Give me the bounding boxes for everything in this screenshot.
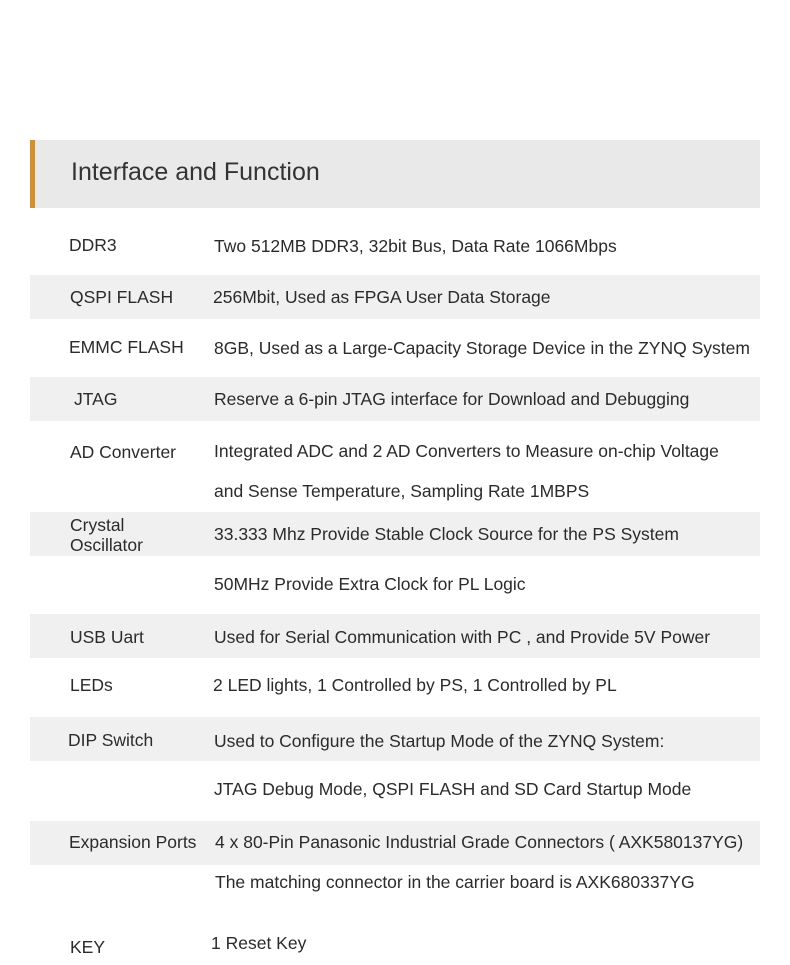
desc-key: 1 Reset Key	[211, 933, 307, 953]
label-key: KEY	[70, 937, 106, 957]
label-dip-switch: DIP Switch	[68, 730, 154, 750]
desc-expansion-line2: The matching connector in the carrier board is AXK680337YG	[215, 872, 695, 892]
desc-qspi-flash: 256Mbit, Used as FPGA User Data Storage	[213, 287, 551, 307]
label-crystal-line1: Crystal	[70, 515, 125, 535]
desc-ddr3: Two 512MB DDR3, 32bit Bus, Data Rate 1066Mbps	[214, 236, 617, 256]
desc-usb-uart: Used for Serial Communication with PC , and Provide 5V Power	[214, 627, 711, 647]
desc-leds: 2 LED lights, 1 Controlled by PS, 1 Controlled by PL	[213, 675, 617, 695]
desc-crystal-line2: 50MHz Provide Extra Clock for PL Logic	[214, 574, 526, 594]
label-qspi-flash: QSPI FLASH	[70, 287, 174, 307]
section-header	[30, 140, 760, 208]
desc-jtag: Reserve a 6-pin JTAG interface for Download and Debugging	[214, 389, 690, 409]
label-emmc-flash: EMMC FLASH	[69, 337, 184, 357]
label-crystal-line2: Oscillator	[70, 535, 143, 555]
label-crystal-oscillator	[70, 515, 143, 555]
desc-expansion-line1: 4 x 80-Pin Panasonic Industrial Grade Connectors ( AXK580137YG)	[215, 832, 744, 852]
section-title: Interface and Function	[71, 158, 320, 186]
desc-dip-switch-line1: Used to Configure the Startup Mode of the ZYNQ System:	[214, 731, 665, 751]
header-accent-bar	[30, 140, 35, 208]
label-ad-converter: AD Converter	[70, 442, 177, 462]
desc-emmc-flash: 8GB, Used as a Large-Capacity Storage Device in the ZYNQ System	[214, 338, 750, 358]
desc-ad-converter-line2: and Sense Temperature, Sampling Rate 1MBPS	[214, 481, 590, 501]
label-ddr3: DDR3	[69, 235, 117, 255]
desc-ad-converter-line1: Integrated ADC and 2 AD Converters to Measure on-chip Voltage	[214, 441, 719, 461]
label-usb-uart: USB Uart	[70, 627, 144, 647]
label-jtag: JTAG	[74, 389, 118, 409]
desc-crystal-line1: 33.333 Mhz Provide Stable Clock Source for the PS System	[214, 524, 679, 544]
desc-dip-switch-line2: JTAG Debug Mode, QSPI FLASH and SD Card Startup Mode	[214, 779, 692, 799]
label-expansion-ports: Expansion Ports	[69, 832, 197, 852]
label-leds: LEDs	[70, 675, 113, 695]
